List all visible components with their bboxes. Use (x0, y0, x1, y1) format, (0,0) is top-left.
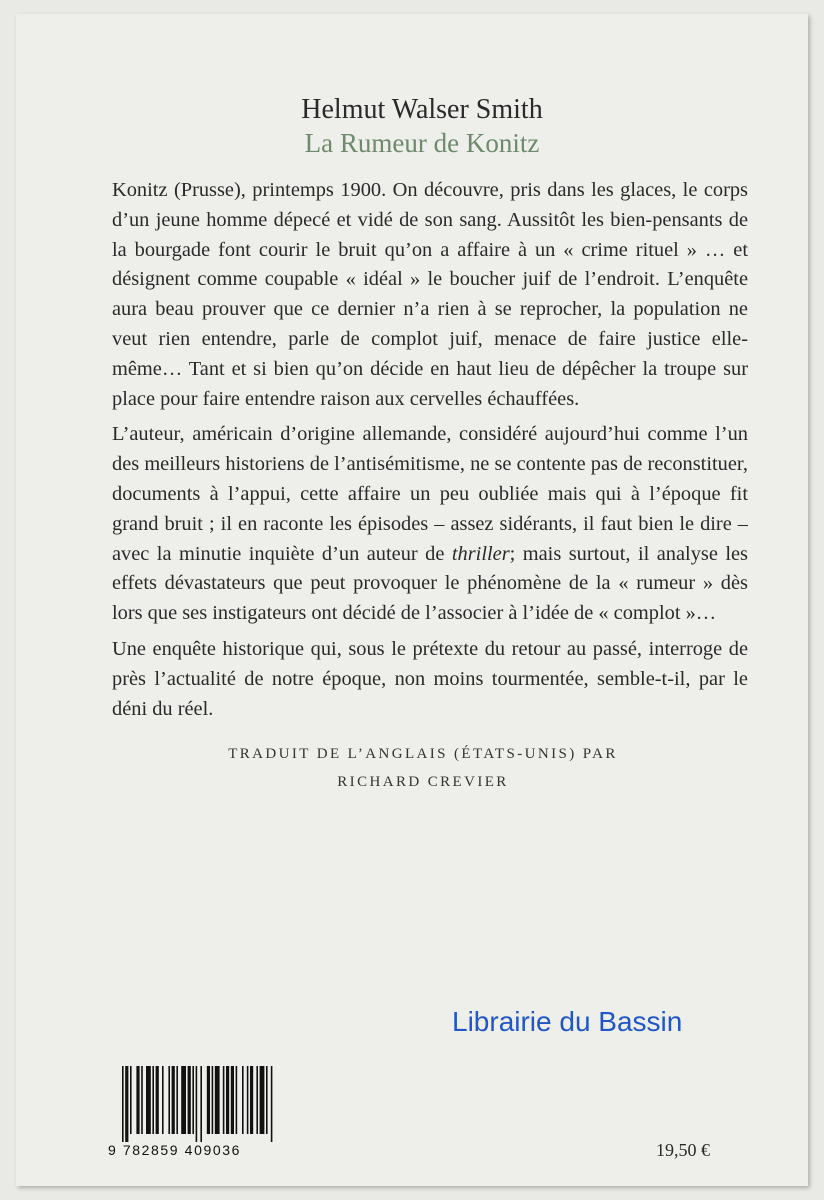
barcode-bar (192, 1066, 194, 1134)
barcode-bar (136, 1066, 139, 1134)
blurb-paragraph-1: Konitz (Prusse), printemps 1900. On découvre, pris dans les glaces, le corps d’un jeune homme dépecé et vidé de son sang. Aussitôt les bien-pensants de la bourgade font courir le bruit qu’on a affaire à un « crime rituel » … et désignent comme coupable « idéal » le boucher juif de l’endroit. L’enquête aura beau prouver que ce dernier n’a rien à se reprocher, la population ne veut rien entendre, parle de complot juif, menace de faire justice elle-même… Tant et si bien qu’on décide en haut lieu de dépêcher la troupe sur place pour faire entendre raison aux cervelles échauffées. (112, 179, 748, 410)
blurb (112, 176, 748, 730)
translator-credit (16, 740, 808, 796)
barcode-bar (156, 1066, 159, 1134)
barcode-bar (122, 1066, 124, 1142)
blurb-p2-end: ; mais surtout, il analyse les effets dévastateurs que peut provoquer le phénomène de la « rumeur » dès lors que ses instigateurs ont décidé de l’associer à l’idée de « complot »… (112, 542, 748, 625)
barcode-bar (215, 1066, 220, 1134)
barcode-bar (226, 1066, 229, 1134)
barcode-bar (207, 1066, 210, 1134)
barcode-bar (212, 1066, 214, 1134)
book-back-cover (16, 14, 808, 1186)
barcode-bar (266, 1066, 268, 1134)
translator-line-2: RICHARD CREVIER (337, 774, 509, 790)
barcode-bar (236, 1066, 238, 1134)
barcode-bar (181, 1066, 186, 1134)
barcode-bar (242, 1066, 244, 1134)
author-name: Helmut Walser Smith (301, 94, 543, 125)
barcode-bar (130, 1066, 132, 1134)
translator-line-1: TRADUIT DE L’ANGLAIS (ÉTATS-UNIS) PAR (228, 746, 618, 762)
price-label: 19,50 € (656, 1140, 710, 1160)
blurb-paragraph-3: Une enquête historique qui, sous le prétexte du retour au passé, interroge de près l’actualité de notre époque, non moins tourmentée, semble-t-il, par le déni du réel. (112, 637, 748, 720)
barcode-bar (141, 1066, 143, 1134)
blurb-paragraph-2 (112, 420, 748, 629)
barcode-bar (146, 1066, 151, 1134)
barcode-bar (125, 1066, 128, 1142)
barcode-bar (188, 1066, 191, 1134)
barcode-bar (200, 1066, 202, 1142)
barcode-bar (162, 1066, 164, 1134)
shop-watermark: Librairie du Bassin (452, 1006, 683, 1037)
barcode-bar (256, 1066, 258, 1134)
barcode-bar (176, 1066, 178, 1134)
barcode-bar (168, 1066, 170, 1134)
barcode-bar (172, 1066, 175, 1134)
barcode-bar (223, 1066, 225, 1134)
barcode-bar (247, 1066, 249, 1134)
barcode-bar (260, 1066, 265, 1134)
barcode-bar (271, 1066, 273, 1142)
isbn-number: 9 782859 409036 (108, 1142, 241, 1158)
barcode-bar (152, 1066, 154, 1134)
barcode-bar (196, 1066, 198, 1142)
blurb-p2-italic: thriller (451, 542, 510, 565)
barcode-bar (231, 1066, 234, 1134)
barcode-bar (250, 1066, 253, 1134)
book-title: La Rumeur de Konitz (304, 128, 540, 158)
blurb-p2-text: L’auteur, américain d’origine allemande, considéré aujourd’hui comme l’un des meilleurs historiens de l’antisémitisme, ne se contente pas de reconstituer, documents à l’appui, cette affaire un peu oubliée mais qui à l’époque fit grand bruit ; il en raconte les épisodes – assez sidérants, il faut bien le dire – avec la minutie inquiète d’un auteur de (112, 423, 748, 565)
barcode-bars (108, 1066, 294, 1142)
